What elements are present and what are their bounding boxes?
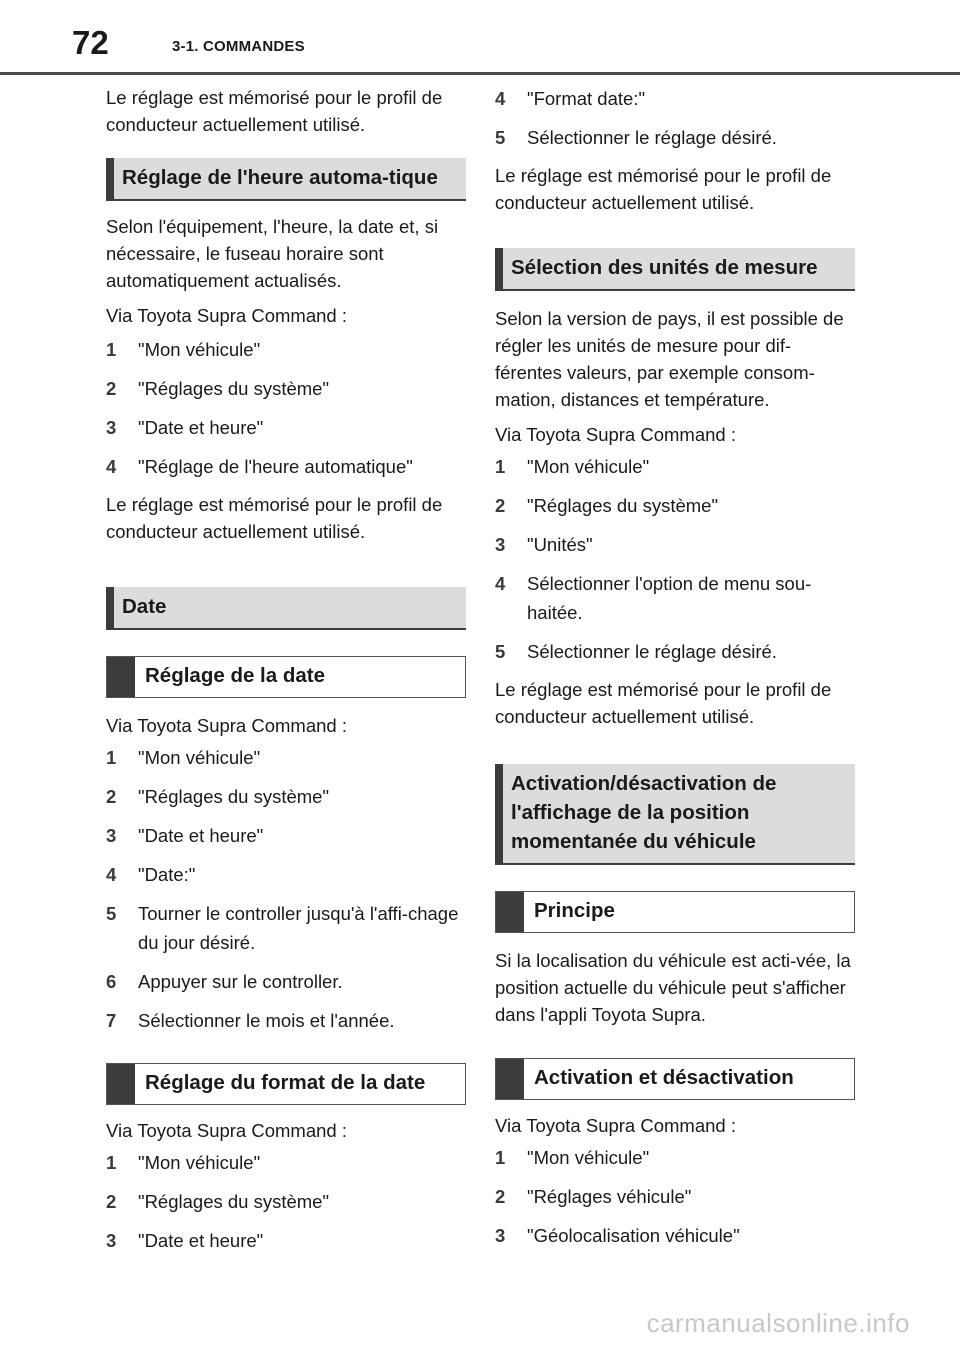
auto-time-via: Via Toyota Supra Command : [106,305,347,326]
step-text: "Mon véhicule" [527,1147,650,1168]
header-rule [0,72,960,75]
heading-date-format: Réglage du format de la date [106,1063,466,1105]
right-column [495,84,855,1260]
step-number: 2 [106,378,117,399]
heading-position: Activation/désactivation de l'affichage de la position momentanée du véhicule [495,764,855,865]
list-item [495,637,855,666]
step-number: 1 [106,1152,117,1173]
left-column [106,84,466,1265]
step-number: 4 [495,573,506,594]
list-item [495,84,855,113]
step-number: 2 [495,1186,506,1207]
chapter-title: 3-1. COMMANDES [172,38,305,55]
heading-activation: Activation et désactivation [495,1058,855,1100]
units-desc: Selon la version de pays, il est possible de régler les unités de mesure pour dif-férentes valeurs, par exemple consom-mation, distances et température. [495,308,844,410]
activation-via: Via Toyota Supra Command : [495,1115,736,1136]
list-item [495,530,855,559]
step-number: 4 [106,456,117,477]
list-item [106,1226,466,1255]
step-text: "Mon véhicule" [138,1152,261,1173]
step-text: "Mon véhicule" [527,456,650,477]
step-number: 2 [106,1191,117,1212]
auto-time-note: Le réglage est mémorisé pour le profil de conducteur actuellement utilisé. [106,494,443,542]
step-number: 4 [106,864,117,885]
heading-units: Sélection des unités de mesure [495,248,855,291]
list-item [106,1148,466,1177]
page-number: 72 [72,24,109,61]
list-item [106,967,466,996]
units-note: Le réglage est mémorisé pour le profil de conducteur actuellement utilisé. [495,679,832,727]
step-text: "Réglages du système" [527,495,719,516]
step-number: 2 [495,495,506,516]
step-number: 1 [495,456,506,477]
heading-principle: Principe [495,891,855,933]
list-item [495,1143,855,1172]
step-number: 5 [495,641,506,662]
cont-note: Le réglage est mémorisé pour le profil de conducteur actuellement utilisé. [495,165,832,213]
heading-date: Date [106,587,466,630]
step-text: Sélectionner le réglage désiré. [527,127,777,148]
step-number: 1 [495,1147,506,1168]
list-item [106,821,466,850]
watermark: carmanualsonline.info [646,1308,910,1338]
list-item [106,335,466,364]
step-text: "Réglage de l'heure automatique" [138,456,413,477]
step-text: "Date et heure" [138,417,264,438]
step-number: 6 [106,971,117,992]
heading-set-date: Réglage de la date [106,656,466,698]
step-text: Sélectionner le mois et l'année. [138,1010,395,1031]
step-number: 3 [106,1230,117,1251]
list-item [106,899,466,957]
step-number: 3 [106,417,117,438]
list-item [106,743,466,772]
step-text: "Date et heure" [138,1230,264,1251]
step-number: 3 [495,1225,506,1246]
list-item [106,452,466,481]
step-text: "Unités" [527,534,593,555]
list-item [106,860,466,889]
step-number: 1 [106,339,117,360]
step-number: 5 [106,903,117,924]
step-text: "Réglages du système" [138,378,330,399]
list-item [495,1182,855,1211]
step-text: Tourner le controller jusqu'à l'affi-chage du jour désiré. [138,903,459,953]
list-item [106,413,466,442]
list-item [495,569,855,627]
step-text: "Géolocalisation véhicule" [527,1225,740,1246]
step-number: 7 [106,1010,117,1031]
list-item [495,123,855,152]
list-item [106,1006,466,1035]
step-text: "Date et heure" [138,825,264,846]
step-text: "Mon véhicule" [138,339,261,360]
step-text: "Mon véhicule" [138,747,261,768]
step-number: 2 [106,786,117,807]
step-number: 1 [106,747,117,768]
intro-paragraph: Le réglage est mémorisé pour le profil de conducteur actuellement utilisé. [106,87,443,135]
date-format-via: Via Toyota Supra Command : [106,1120,347,1141]
step-text: "Date:" [138,864,196,885]
step-text: "Réglages véhicule" [527,1186,692,1207]
step-number: 3 [106,825,117,846]
step-text: "Réglages du système" [138,1191,330,1212]
list-item [106,1187,466,1216]
list-item [495,452,855,481]
step-number: 3 [495,534,506,555]
heading-auto-time: Réglage de l'heure automa-tique [106,158,466,201]
step-number: 5 [495,127,506,148]
list-item [495,491,855,520]
step-number: 4 [495,88,506,109]
step-text: "Format date:" [527,88,646,109]
step-text: "Réglages du système" [138,786,330,807]
step-text: Appuyer sur le controller. [138,971,343,992]
auto-time-desc: Selon l'équipement, l'heure, la date et, si nécessaire, le fuseau horaire sont automatiquement actualisés. [106,216,439,291]
list-item [106,782,466,811]
units-via: Via Toyota Supra Command : [495,424,736,445]
step-text: Sélectionner l'option de menu sou-haitée. [527,573,812,623]
set-date-via: Via Toyota Supra Command : [106,715,347,736]
list-item [106,374,466,403]
list-item [495,1221,855,1250]
principle-desc: Si la localisation du véhicule est acti-vée, la position actuelle du véhicule peut s'afficher dans l'appli Toyota Supra. [495,950,851,1025]
step-text: Sélectionner le réglage désiré. [527,641,777,662]
